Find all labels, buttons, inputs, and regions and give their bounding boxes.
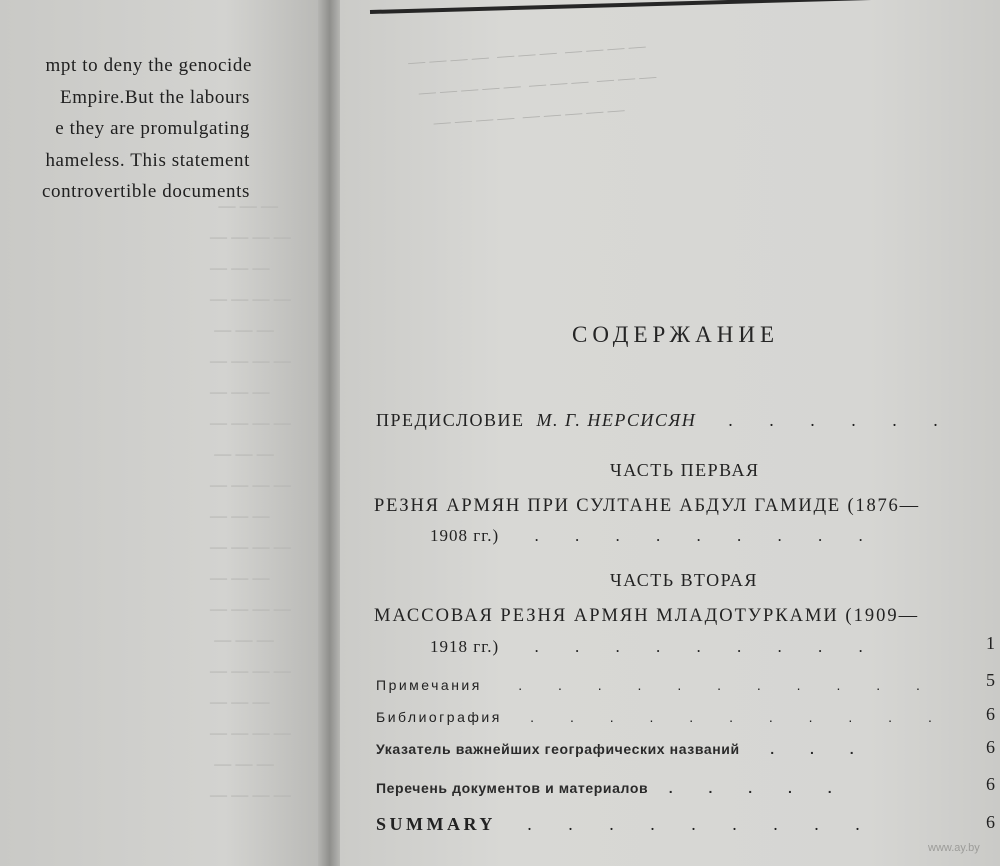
bibliography-leader: . . . . . . . . . . . — [530, 709, 948, 725]
index-leader: . . . — [770, 741, 870, 757]
list-leader: . . . . . — [668, 780, 848, 796]
toc-entry-preface — [376, 410, 954, 431]
part1-leader: . . . . . . . . . — [534, 526, 879, 545]
show-through-text: — — — — — — — — — — — — — — — — — — — — — — — — — — — — — — — — [407, 36, 657, 134]
list-page-number: 6 — [986, 774, 995, 794]
list-label: Перечень документов и материалов — [376, 780, 649, 796]
toc-title: СОДЕРЖАНИЕ — [572, 322, 780, 347]
left-line: mpt to deny the genocide — [45, 55, 252, 76]
part2-heading: ЧАСТЬ ВТОРАЯ — [610, 570, 758, 590]
preface-label: ПРЕДИСЛОВИЕ — [376, 410, 525, 430]
part1-title: РЕЗНЯ АРМЯН ПРИ СУЛТАНЕ АБДУЛ ГАМИДЕ (1876— — [374, 496, 920, 516]
watermark-text: www.ay.by — [928, 842, 980, 854]
left-line: hameless. This statement — [45, 149, 250, 171]
summary-leader: . . . . . . . . . — [527, 814, 876, 834]
part1-years: 1908 гг.) — [430, 526, 500, 545]
summary-label: SUMMARY — [376, 814, 496, 834]
left-line: Empire.But the labours — [60, 86, 250, 108]
bibliography-label: Библиография — [376, 709, 502, 725]
index-label: Указатель важнейших географических названий — [376, 741, 740, 757]
notes-leader: . . . . . . . . . . . — [518, 677, 936, 693]
toc-entry-list — [376, 780, 848, 796]
notes-label: Примечания — [376, 677, 482, 693]
part2-title: МАССОВАЯ РЕЗНЯ АРМЯН МЛАДОТУРКАМИ (1909— — [374, 606, 920, 626]
show-through-text-left: — — — — — — — — — — — — — — — — — — — — — — — — — — — — — — — — — — — — — — — — — — — — — — — — — — — — — — — — — — — — — — — — — — — — — — — [210, 196, 291, 804]
toc-entry-bibliography — [376, 709, 948, 725]
toc-entry-notes — [376, 677, 936, 693]
preface-author: М. Г. НЕРСИСЯН — [536, 410, 697, 430]
preface-leader: . . . . . . — [728, 410, 954, 430]
part2-page-number: 1 — [986, 633, 995, 653]
part2-leader: . . . . . . . . . — [534, 637, 879, 656]
part1-heading: ЧАСТЬ ПЕРВАЯ — [610, 460, 760, 480]
summary-page-number: 6 — [986, 812, 995, 832]
toc-entry-part1 — [430, 526, 879, 546]
toc-entry-index — [376, 741, 870, 757]
index-page-number: 6 — [986, 737, 995, 757]
bibliography-page-number: 6 — [986, 704, 995, 724]
toc-entry-summary — [376, 814, 876, 835]
left-line: e they are promulgating — [55, 118, 250, 139]
notes-page-number: 5 — [986, 670, 995, 690]
toc-entry-part2 — [430, 637, 879, 657]
left-line: controvertible documents — [41, 181, 250, 202]
part2-years: 1918 гг.) — [430, 637, 500, 656]
left-page-text — [0, 50, 322, 208]
